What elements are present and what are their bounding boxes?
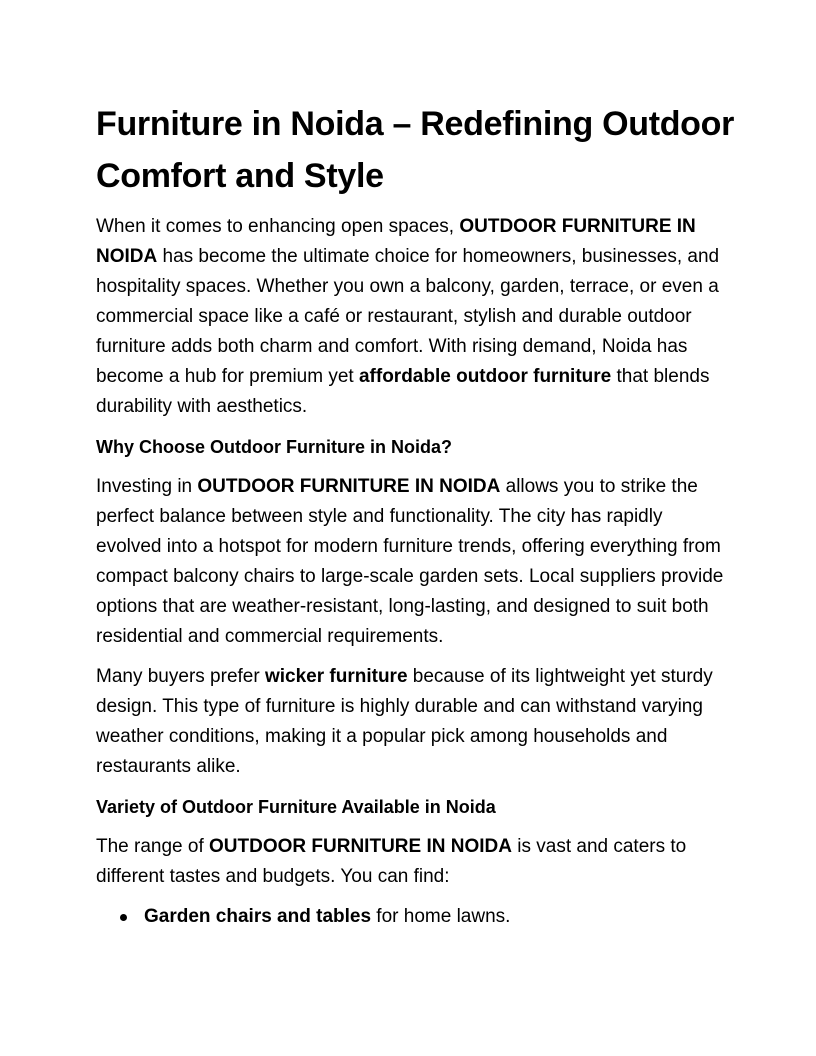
why-paragraph (96, 472, 726, 652)
furniture-list (96, 902, 726, 932)
why-bold-1: OUTDOOR FURNITURE IN NOIDA (197, 476, 501, 497)
wicker-bold-1: wicker furniture (264, 666, 408, 687)
wicker-paragraph (96, 662, 726, 782)
variety-text-1: The range of (96, 836, 210, 857)
intro-bold-2: affordable outdoor furniture (358, 366, 612, 387)
intro-text-1: When it comes to enhancing open spaces, (96, 216, 460, 237)
intro-text-3: that blends durability with aesthetics. (96, 366, 710, 417)
variety-bold-1: OUTDOOR FURNITURE IN NOIDA (209, 836, 512, 857)
intro-bold-1: OUTDOOR FURNITURE IN NOIDA (96, 216, 696, 267)
why-text-2: allows you to strike the perfect balance between style and functionality. The city has rapidly evolved into a hotspot for modern furniture trends, offering everything from compact balcony chairs to large-scale garden sets. Local suppliers provide options that are weather-resistant, long-lasting, and designed to suit both residential and commercial requirements. (96, 476, 724, 647)
list-item-text: for home lawns. (371, 906, 511, 927)
wicker-text-2: because of its lightweight yet sturdy design. This type of furniture is highly durable and can withstand varying weather conditions, making it a popular pick among households and restaurants alike. (96, 666, 713, 777)
variety-text-2: is vast and caters to different tastes and budgets. You can find: (96, 836, 687, 887)
variety-paragraph (96, 832, 726, 892)
section-heading-variety: Variety of Outdoor Furniture Available in Noida (96, 797, 496, 817)
list-item-bold: Garden chairs and tables (144, 906, 372, 927)
page-title (96, 98, 735, 202)
document-page (96, 98, 735, 932)
title-line-2: Comfort and Style (96, 157, 384, 195)
why-text-1: Investing in (96, 476, 198, 497)
intro-paragraph (96, 212, 726, 422)
title-line-1: Furniture in Noida – Redefining Outdoor (96, 105, 735, 143)
intro-text-2: has become the ultimate choice for homeowners, businesses, and hospitality spaces. Whether you own a balcony, garden, terrace, or even a commercial space like a café or restaurant, stylish and durable outdoor furniture adds both charm and comfort. With rising demand, Noida has become a hub for premium yet (96, 246, 720, 387)
bullet-icon (120, 914, 127, 921)
wicker-text-1: Many buyers prefer (96, 666, 265, 687)
section-heading-why: Why Choose Outdoor Furniture in Noida? (96, 437, 452, 457)
list-item (96, 902, 726, 932)
